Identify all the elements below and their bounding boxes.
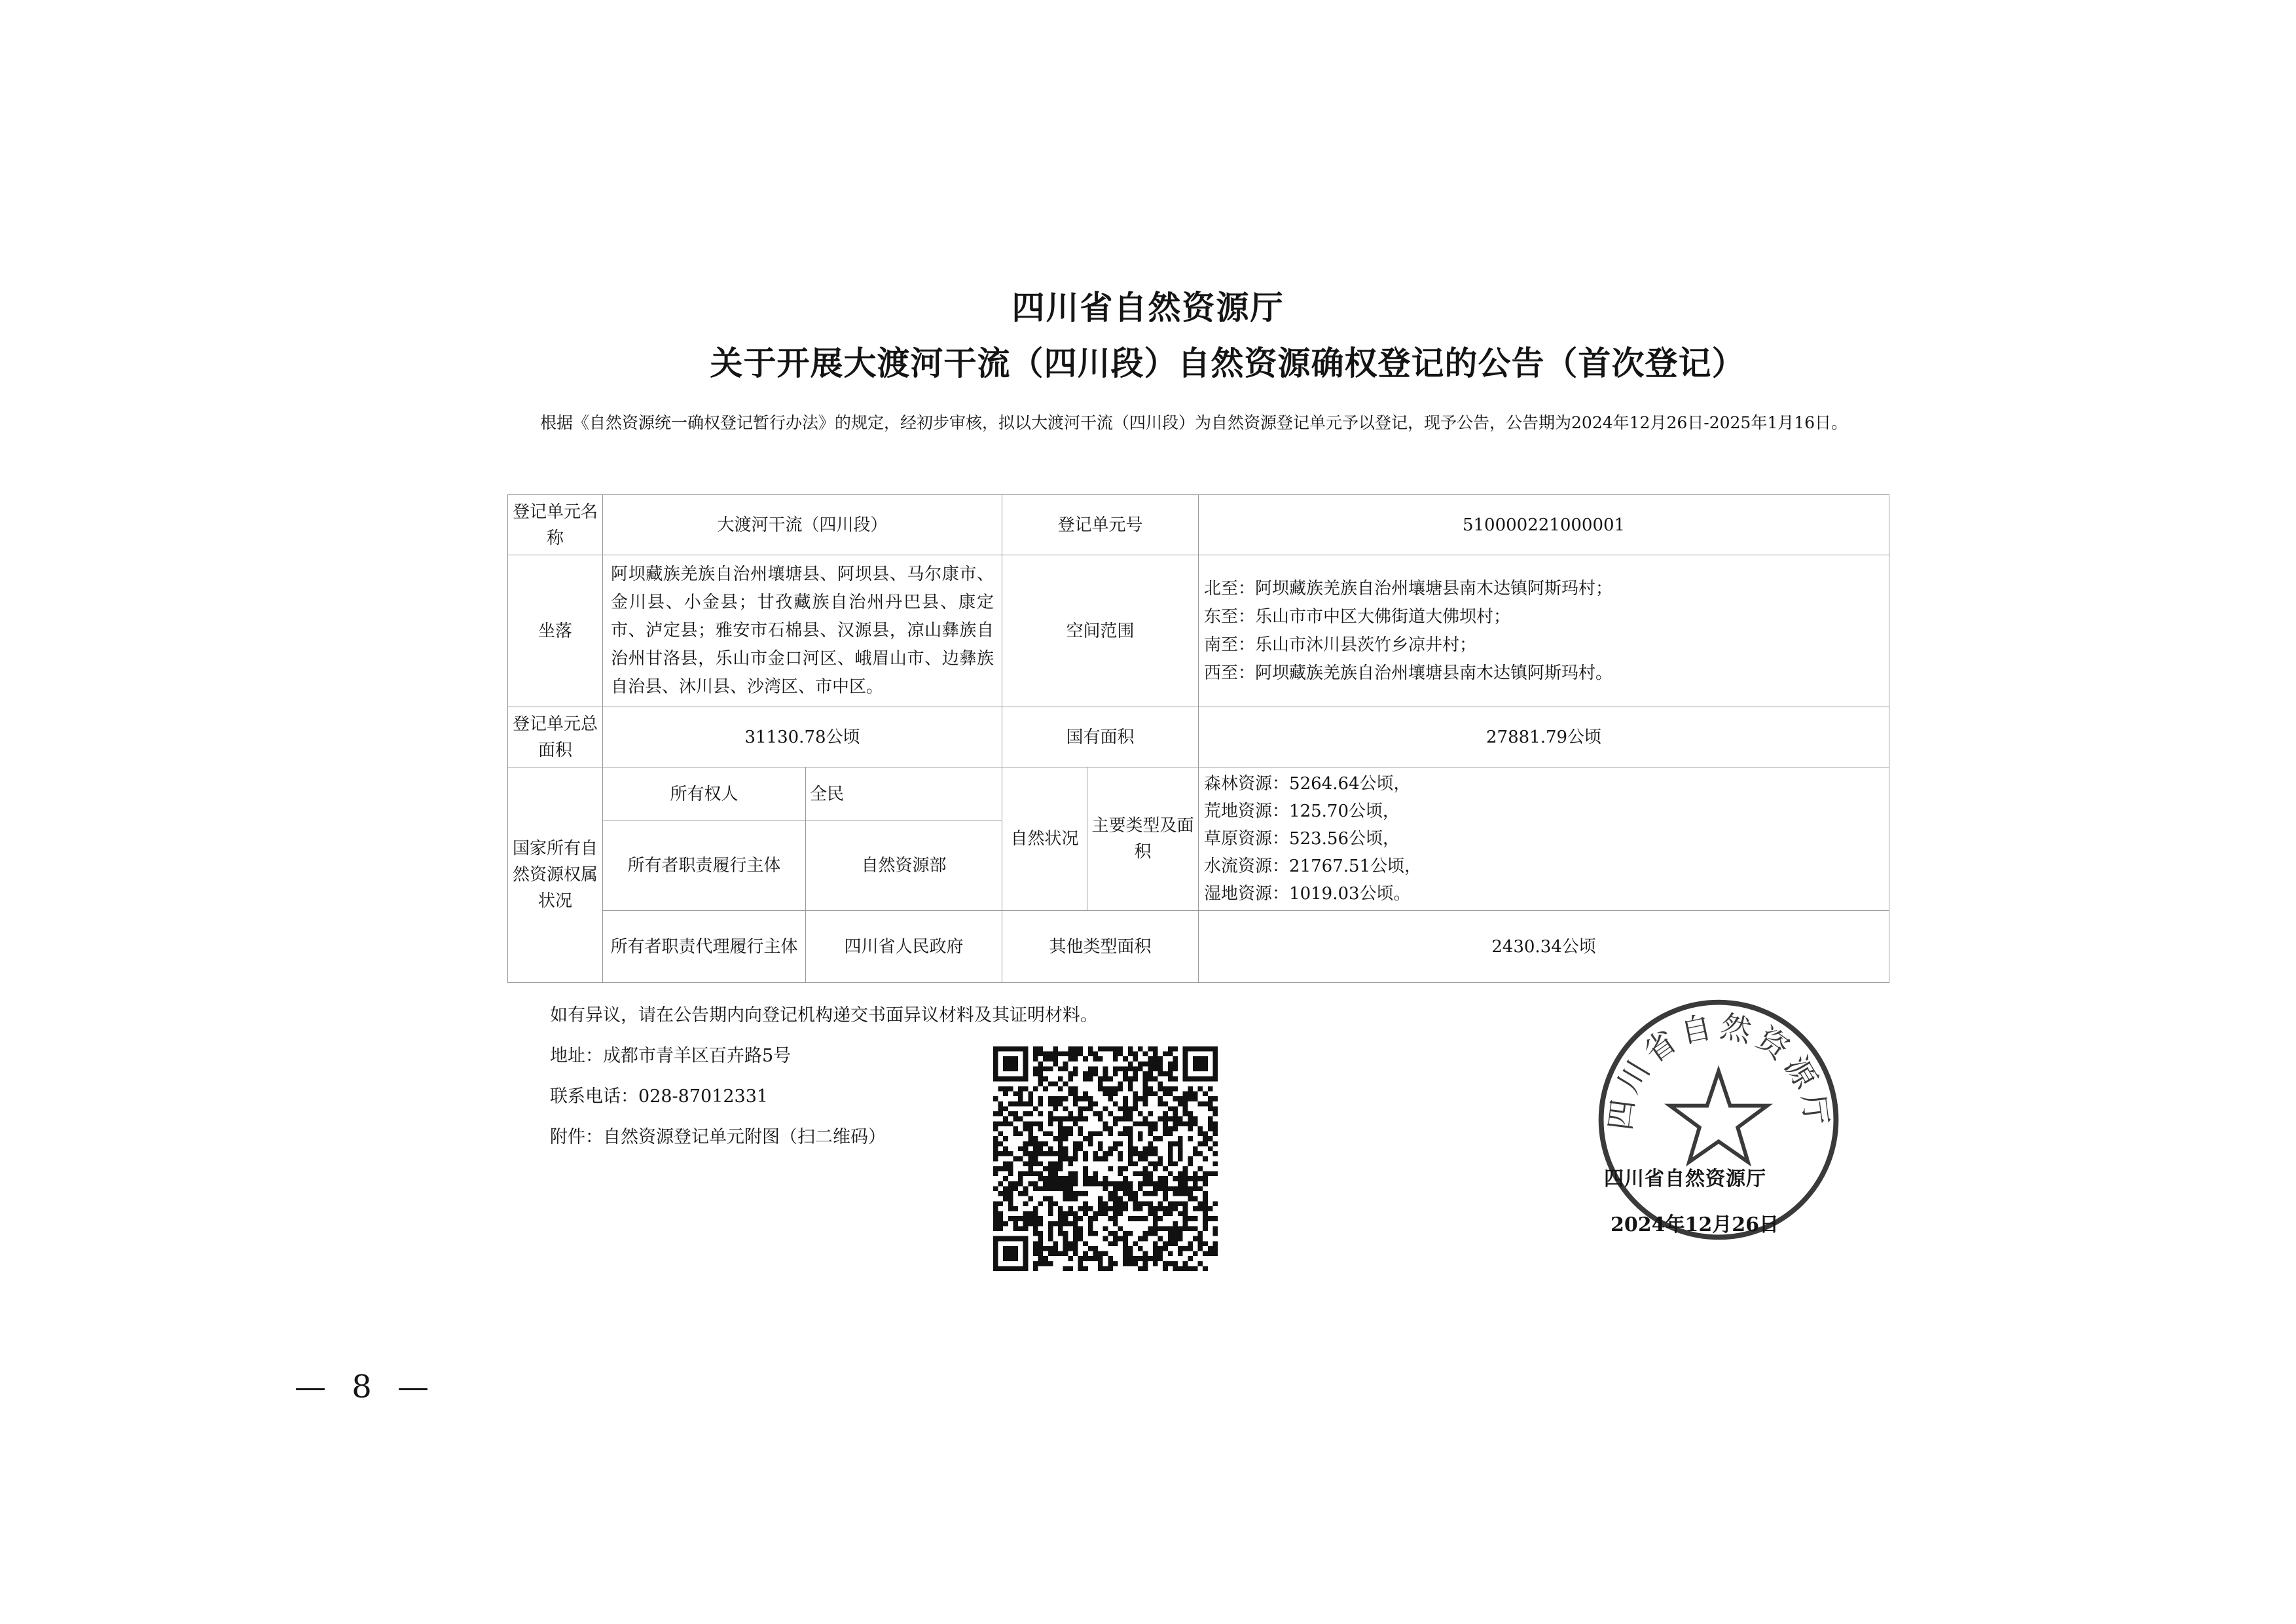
total-area-value: 31130.78公顷 bbox=[603, 707, 1002, 767]
unit-no-value: 510000221000001 bbox=[1199, 495, 1889, 555]
objection-note: 如有异议，请在公告期内向登记机构递交书面异议材料及其证明材料。 bbox=[550, 1005, 1098, 1025]
qr-code-icon[interactable] bbox=[993, 1046, 1218, 1271]
range-north: 北至：阿坝藏族羌族自治州壤塘县南木达镇阿斯玛村； bbox=[1204, 578, 1613, 599]
wetland-resource: 湿地资源：1019.03公顷。 bbox=[1204, 884, 1411, 904]
total-area-label: 登记单元总面积 bbox=[508, 707, 603, 767]
phone-line: 联系电话：028-87012331 bbox=[550, 1086, 769, 1107]
owner-label: 所有权人 bbox=[603, 767, 806, 821]
issue-date: 2024年12月26日 bbox=[1611, 1213, 1779, 1236]
intro-paragraph: 根据《自然资源统一确权登记暂行办法》的规定，经初步审核，拟以大渡河干流（四川段）为自然资源登记单元予以登记，现予公告，公告期为2024年12月26日-2025年1月16日。 bbox=[540, 413, 1848, 432]
owner-value: 全民 bbox=[806, 767, 1002, 821]
agent-subject-label: 所有者职责代理履行主体 bbox=[603, 911, 806, 983]
other-types-value: 2430.34公顷 bbox=[1199, 911, 1889, 983]
water-resource: 水流资源：21767.51公顷， bbox=[1204, 857, 1422, 876]
document-subtitle: 关于开展大渡河干流（四川段）自然资源确权登记的公告（首次登记） bbox=[710, 344, 1745, 382]
grassland-resource: 草原资源：523.56公顷， bbox=[1204, 829, 1400, 849]
page-number: — 8 — bbox=[295, 1369, 437, 1405]
location-label: 坐落 bbox=[508, 555, 603, 707]
agent-subject-value: 四川省人民政府 bbox=[806, 911, 1002, 983]
document-title: 四川省自然资源厅 bbox=[1011, 289, 1285, 327]
attachment-line: 附件：自然资源登记单元附图（扫二维码） bbox=[550, 1127, 886, 1147]
address-line: 地址：成都市青羊区百卉路5号 bbox=[550, 1046, 792, 1066]
unit-name-value: 大渡河干流（四川段） bbox=[603, 495, 1002, 555]
range-south: 南至：乐山市沐川县茨竹乡凉井村； bbox=[1204, 635, 1477, 655]
other-types-label: 其他类型面积 bbox=[1002, 911, 1199, 983]
unit-no-label: 登记单元号 bbox=[1002, 495, 1199, 555]
range-west: 西至：阿坝藏族羌族自治州壤塘县南木达镇阿斯玛村。 bbox=[1204, 663, 1613, 683]
main-types-label: 主要类型及面积 bbox=[1087, 767, 1199, 911]
spatial-range-list bbox=[1199, 555, 1889, 707]
intro-block bbox=[507, 403, 1895, 443]
forest-resource: 森林资源：5264.64公顷， bbox=[1204, 774, 1411, 794]
duty-subject-value: 自然资源部 bbox=[806, 821, 1002, 911]
state-area-value: 27881.79公顷 bbox=[1199, 707, 1889, 767]
registration-table bbox=[507, 494, 1889, 983]
state-area-label: 国有面积 bbox=[1002, 707, 1199, 767]
issuer-name: 四川省自然资源厅 bbox=[1604, 1168, 1766, 1190]
natural-status-label: 自然状况 bbox=[1002, 767, 1087, 911]
location-value: 阿坝藏族羌族自治州壤塘县、阿坝县、马尔康市、金川县、小金县；甘孜藏族自治州丹巴县、康定市、泸定县；雅安市石棉县、汉源县，凉山彝族自治州甘洛县，乐山市金口河区、峨眉山市、边彝族自治县、沐川县、沙湾区、市中区。 bbox=[603, 555, 1002, 707]
unit-name-label: 登记单元名称 bbox=[508, 495, 603, 555]
seal-arc-text: 四川省自然资源厅 bbox=[1603, 1008, 1834, 1133]
ownership-label: 国家所有自然资源权属状况 bbox=[508, 767, 603, 983]
spatial-range-label: 空间范围 bbox=[1002, 555, 1199, 707]
range-east: 东至：乐山市市中区大佛街道大佛坝村； bbox=[1204, 606, 1511, 627]
duty-subject-label: 所有者职责履行主体 bbox=[603, 821, 806, 911]
wasteland-resource: 荒地资源：125.70公顷， bbox=[1204, 802, 1400, 821]
main-types-list bbox=[1199, 767, 1889, 911]
